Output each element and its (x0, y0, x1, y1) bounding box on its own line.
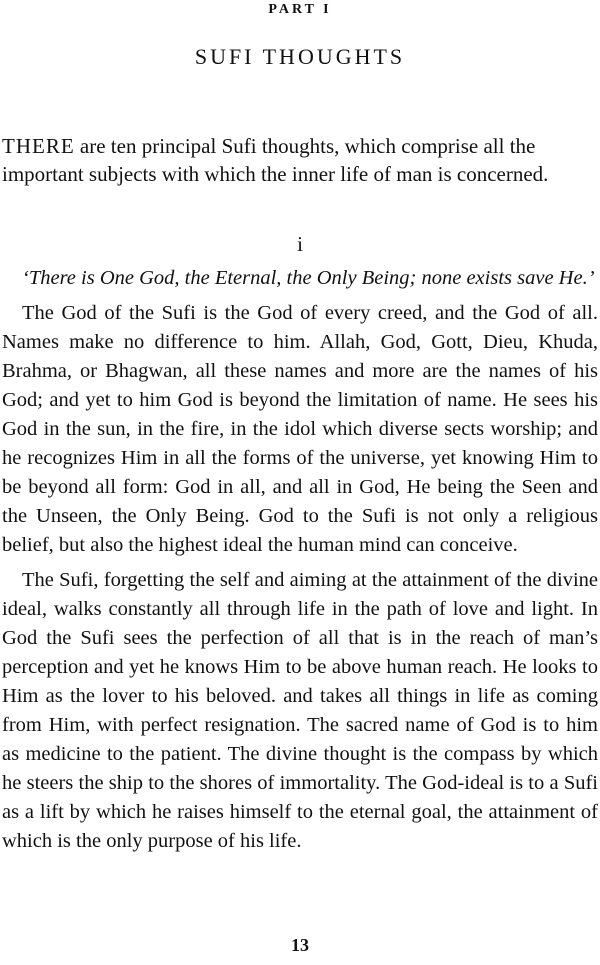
section-body (2, 264, 598, 862)
chapter-title: SUFI THOUGHTS (194, 44, 406, 69)
section-quote: ‘There is One God, the Eternal, the Only Being; none exists save He.’ (22, 267, 595, 289)
body-paragraph: The God of the Sufi is the God of every creed, and the God of all. Names make no difference to him. Allah, God, Gott, Dieu, Khuda, Brahma, or Bhagwan, all these names and more are the names of his God; and yet to him God is beyond the limitation of name. He sees his God in the sun, in the fire, in the idol which diverse sects worship; and he recognizes Him in all the forms of the universe, yet knowing Him to be beyond all form: God in all, and all in God, He being the Seen and the Unseen, the Only Being. God to the Sufi is not only a religious belief, but also the highest ideal the human mind can conceive. (2, 302, 598, 556)
body-paragraph: The Sufi, forgetting the self and aiming at the attainment of the divine ideal, walks constantly all through life in the path of love and light. In God the Sufi sees the perfection of all that is in the reach of man’s perception and yet he knows Him to be above human reach. He looks to Him as the lover to his beloved. and takes all things in life as coming from Him, with perfect resignation. The sacred name of God is to him as medicine to the patient. The divine thought is the compass by which he steers the ship to the shores of immortality. The God-ideal is to a Sufi as a lift by which he raises himself to the eternal goal, the attainment of which is the only purpose of his life. (2, 569, 598, 852)
intro-paragraph (2, 132, 598, 188)
part-label: PART I (268, 2, 332, 17)
intro-lead-word: THERE (2, 134, 75, 158)
intro-text: are ten principal Sufi thoughts, which comprise all the important subjects with which the inner life of man is concerned. (2, 134, 549, 186)
page-number: 13 (291, 935, 309, 955)
section-numeral: i (297, 232, 303, 256)
